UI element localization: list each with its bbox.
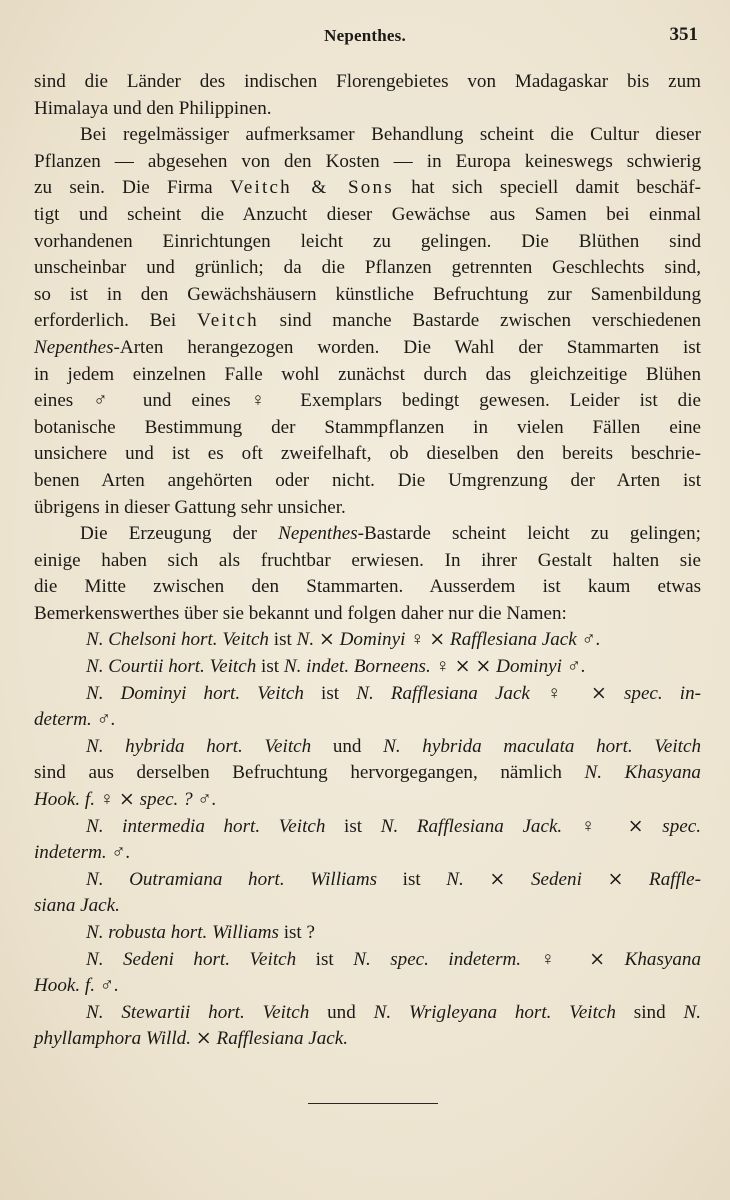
text-segment: zu sein. Die Firma [34,177,230,199]
italic-text: N. Sedeni hort. Veitch [86,948,297,970]
text-segment: unscheinbar und grünlich; da die Pflanzen getrennten Geschlechts sind, [34,257,701,279]
text-line [34,627,701,654]
text-segment: Veitch [196,310,259,332]
text-segment: eines ♂ und eines ♀ Exemplars bedingt gewesen. Leider ist die [34,390,701,412]
text-line [34,229,701,256]
text-segment: und [309,1001,374,1023]
italic-text: N. [683,1001,701,1023]
text-line [34,734,701,761]
text-segment: und [311,735,384,757]
text-line [34,654,701,681]
text-segment: Himalaya und den Philippinen. [34,97,272,119]
text-line [34,415,701,442]
paragraph [34,627,701,654]
paragraph [34,1000,701,1053]
text-segment: sind die Länder des indischen Florengebietes von Madagaskar bis zum [34,71,701,92]
text-line [34,521,701,548]
text-segment: Bei regelmässiger aufmerksamer Behandlung scheint die Cultur dieser [80,124,701,146]
text-segment: botanische Bestimmung der Stammpflanzen in vielen Fällen eine [34,416,701,438]
text-line [34,840,701,867]
text-line [34,574,701,601]
text-segment: erforderlich. Bei [34,310,197,332]
text-line [34,760,701,787]
text-line [34,681,701,708]
text-line [34,96,701,123]
italic-text: N. ⨯ Sedeni ⨯ Raffle- [446,868,702,890]
text-line [34,122,701,149]
text-segment: Die Erzeugung der [80,523,279,545]
italic-text: N. Dominyi hort. Veitch [86,682,304,704]
text-segment: ist [256,656,284,678]
text-segment: so ist in den Gewächshäusern künstliche Befruchtung zur Samenbildung [34,283,701,305]
text-line [34,468,701,495]
running-title: Nepenthes. [324,26,406,45]
text-line [34,149,701,176]
italic-text: N. hybrida maculata hort. Veitch [383,735,701,757]
text-line [34,947,701,974]
text-line [34,707,701,734]
text-line [34,255,701,282]
text-segment: hat sich speciell damit beschäf- [393,177,702,199]
italic-text: phyllamphora Willd. ⨯ Rafflesiana Jack. [34,1028,349,1050]
text-line [34,787,701,814]
paragraph [34,122,701,521]
italic-text: determ. ♂. [34,709,116,731]
paragraph [34,69,701,122]
paragraph [34,867,701,920]
italic-text: N. spec. indeterm. ♀ ⨯ Khasyana [353,948,701,970]
italic-text: N. intermedia hort. Veitch [86,815,326,837]
text-segment: Veitch & Sons [229,177,394,199]
text-segment: ist [296,948,354,970]
italic-text: indeterm. ♂. [34,842,131,864]
italic-text: Nepenthes [278,523,358,545]
text-segment: ist [303,682,357,704]
text-segment: sind [615,1001,684,1023]
text-line [34,1026,701,1053]
text-segment: tigt und scheint die Anzucht dieser Gewächse aus Samen bei einmal [34,203,701,225]
page-body [34,69,701,1053]
italic-text: siana Jack. [34,895,120,917]
paragraph [34,814,701,867]
page-header [0,26,730,52]
text-segment: ist [325,815,381,837]
text-segment: einige haben sich als fruchtbar erwiesen. In ihrer Gestalt halten sie [34,549,701,571]
text-segment: Pflanzen — abgesehen von den Kosten — in Europa keineswegs schwierig [34,150,701,172]
text-line [34,335,701,362]
italic-text: N. Wrigleyana hort. Veitch [373,1001,616,1023]
text-segment: übrigens in dieser Gattung sehr unsicher. [34,496,346,518]
italic-text: N. robusta hort. Williams [86,922,279,943]
italic-text: Hook. f. ♀ ⨯ spec. ? ♂. [34,789,217,811]
text-line [34,893,701,920]
text-line [34,202,701,229]
italic-text: N. Stewartii hort. Veitch [86,1001,310,1023]
text-segment: -Bastarde scheint leicht zu gelingen; [357,523,701,545]
paragraph [34,654,701,681]
italic-text: N. indet. Borneens. ♀ ⨯ ⨯ Dominyi ♂. [283,656,586,678]
text-line [34,973,701,1000]
text-segment: ist [268,629,297,651]
page-number: 351 [669,24,698,45]
text-segment: die Mitte zwischen den Stammarten. Ausserdem ist kaum etwas [34,576,701,598]
text-segment: sind aus derselben Befruchtung hervorgegangen, nämlich [34,762,585,784]
italic-text: N. Chelsoni hort. Veitch [86,629,269,651]
text-line [34,441,701,468]
text-line [34,175,701,202]
paragraph [34,947,701,1000]
italic-text: N. Rafflesiana Jack ♀ ⨯ spec. in- [356,682,701,704]
text-segment: in jedem einzelnen Falle wohl zunächst durch das gleichzeitige Blühen [34,363,701,385]
paragraph [34,920,701,947]
text-segment: ist [377,868,447,890]
text-line [34,495,701,522]
paragraph [34,734,701,814]
italic-text: N. Courtii hort. Veitch [86,656,257,678]
text-line [34,1000,701,1027]
italic-text: N. Rafflesiana Jack. ♀ ⨯ spec. [380,815,701,837]
text-line [34,69,701,96]
italic-text: Hook. f. ♂. [34,975,119,997]
text-segment: benen Arten angehörten oder nicht. Die Umgrenzung der Arten ist [34,469,701,491]
text-line [34,548,701,575]
text-line [34,920,701,947]
text-line [34,308,701,335]
text-segment: vorhandenen Einrichtungen leicht zu gelingen. Die Blüthen sind [34,230,701,252]
text-line [34,388,701,415]
end-rule [308,1103,438,1104]
text-line [34,601,701,628]
text-segment: unsichere und ist es oft zweifelhaft, ob dieselben den bereits beschrie- [34,443,701,465]
paragraph [34,681,701,734]
italic-text: Nepenthes [34,336,114,358]
text-segment: ist ? [278,922,315,943]
text-line [34,814,701,841]
text-segment: sind manche Bastarde zwischen verschiedenen [258,310,701,332]
text-segment: Bemerkenswerthes über sie bekannt und folgen daher nur die Namen: [34,602,567,624]
italic-text: N. Outramiana hort. Williams [86,868,378,890]
italic-text: N. hybrida hort. Veitch [86,735,312,757]
italic-text: N. Khasyana [584,762,701,784]
text-segment: -Arten herangezogen worden. Die Wahl der Stammarten ist [113,336,701,358]
text-line [34,362,701,389]
text-line [34,282,701,309]
paragraph [34,521,701,627]
text-line [34,867,701,894]
italic-text: N. ⨯ Dominyi ♀ ⨯ Rafflesiana Jack ♂. [296,629,601,651]
